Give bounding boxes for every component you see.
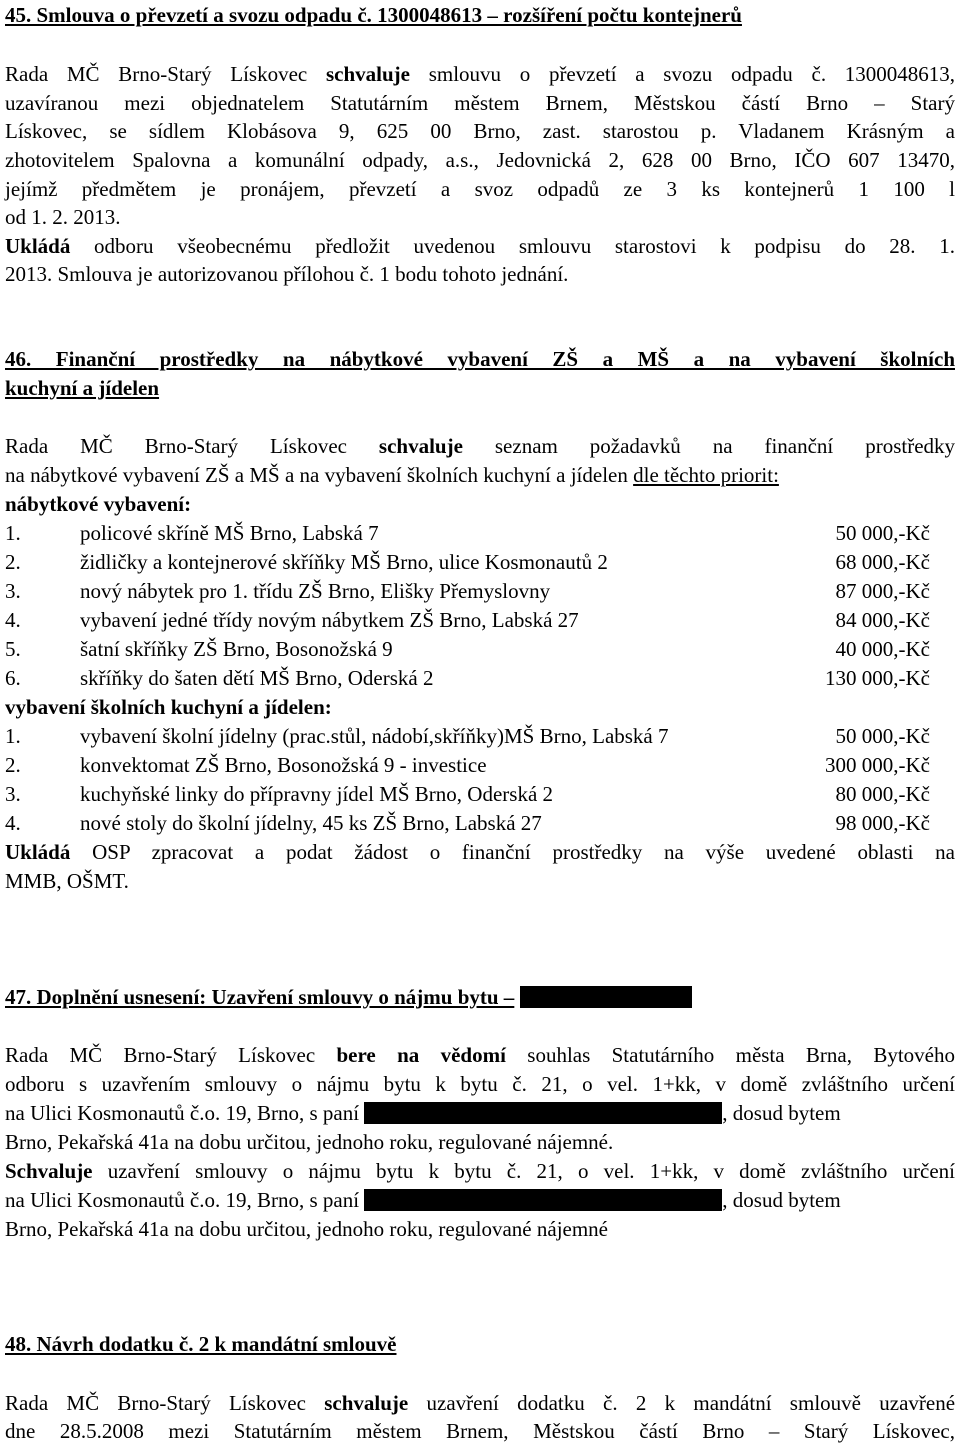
section-46-heading-cont: kuchyní a jídelen bbox=[5, 376, 160, 400]
item-amount: 80 000,-Kč bbox=[835, 782, 930, 806]
s46-uklada-line-2: MMB, OŠMT. bbox=[5, 869, 129, 893]
list-item bbox=[5, 549, 955, 575]
list-item bbox=[5, 665, 955, 691]
item-text: nové stoly do školní jídelny, 45 ks ZŠ Brno, Labská 27 bbox=[80, 811, 542, 835]
item-number: 3. bbox=[5, 579, 21, 603]
text: smlouvu o převzetí a svozu odpadu č. 1300048613, bbox=[428, 62, 956, 86]
list-item bbox=[5, 723, 955, 749]
keyword-schvaluje: schvaluje bbox=[378, 434, 463, 458]
s47-line-2: odboru s uzavřením smlouvy o nájmu bytu k bytu č. 21, o vel. 1+kk, v domě zvláštního určení bbox=[5, 1072, 955, 1096]
text: na Ulici Kosmonautů č.o. 19, Brno, s paní bbox=[5, 1101, 360, 1125]
text: , dosud bytem bbox=[722, 1101, 841, 1125]
keyword-bere-na-vedomi: bere na vědomí bbox=[336, 1043, 506, 1067]
item-number: 1. bbox=[5, 521, 21, 545]
text: , dosud bytem bbox=[722, 1188, 841, 1212]
keyword-uklada: Ukládá bbox=[5, 840, 71, 864]
s47-line-1 bbox=[5, 1042, 955, 1068]
item-amount: 68 000,-Kč bbox=[835, 550, 930, 574]
s46-para-line-2 bbox=[5, 462, 955, 488]
item-amount: 50 000,-Kč bbox=[835, 521, 930, 545]
item-amount: 84 000,-Kč bbox=[835, 608, 930, 632]
list-item bbox=[5, 752, 955, 778]
s45-line-4: zhotovitelem Spalovna a komunální odpady, a.s., Jedovnická 2, 628 00 Brno, IČO 607 13470, bbox=[5, 148, 955, 172]
item-amount: 50 000,-Kč bbox=[835, 724, 930, 748]
heading-text: 47. Doplnění usnesení: Uzavření smlouvy o nájmu bytu – bbox=[5, 985, 515, 1009]
section-47-heading bbox=[5, 984, 955, 1010]
item-amount: 98 000,-Kč bbox=[835, 811, 930, 835]
text: odboru všeobecnému předložit uvedenou smlouvu starostovi k podpisu do 28. 1. bbox=[94, 234, 955, 258]
section-46-heading: 46. Finanční prostředky na nábytkové vybavení ZŠ a MŠ a na vybavení školních bbox=[5, 347, 955, 371]
s47-line-4: Brno, Pekařská 41a na dobu určitou, jednoho roku, regulované nájemné. bbox=[5, 1130, 614, 1154]
text: souhlas Statutárního města Brna, Bytového bbox=[527, 1043, 956, 1067]
item-number: 3. bbox=[5, 782, 21, 806]
s48-line-2: dne 28.5.2008 mezi Statutárním městem Brnem, Městskou částí Brno – Starý Lískovec, bbox=[5, 1419, 955, 1443]
s47-line-5 bbox=[5, 1158, 955, 1184]
text: Rada MČ Brno-Starý Lískovec bbox=[5, 1391, 306, 1415]
item-number: 6. bbox=[5, 666, 21, 690]
s46-para-line-1 bbox=[5, 433, 955, 459]
s45-line-2: uzavíranou mezi objednatelem Statutárním městem Brnem, Městskou částí Brno – Starý bbox=[5, 91, 955, 115]
redaction-bar bbox=[364, 1189, 722, 1211]
furniture-subheading: nábytkové vybavení: bbox=[5, 492, 192, 516]
text: seznam požadavků na finanční prostředky bbox=[494, 434, 956, 458]
text: Rada MČ Brno-Starý Lískovec bbox=[5, 62, 308, 86]
item-amount: 40 000,-Kč bbox=[835, 637, 930, 661]
redaction-bar bbox=[364, 1102, 722, 1124]
keyword-schvaluje: Schvaluje bbox=[5, 1159, 93, 1183]
item-amount: 300 000,-Kč bbox=[825, 753, 930, 777]
section-45-heading: 45. Smlouva o převzetí a svozu odpadu č. 1300048613 – rozšíření počtu kontejnerů bbox=[5, 3, 742, 27]
item-text: vybavení školní jídelny (prac.stůl, nádobí,skříňky)MŠ Brno, Labská 7 bbox=[80, 724, 669, 748]
keyword-schvaluje: schvaluje bbox=[325, 62, 410, 86]
item-text: policové skříně MŠ Brno, Labská 7 bbox=[80, 521, 379, 545]
list-item bbox=[5, 578, 955, 604]
item-number: 1. bbox=[5, 724, 21, 748]
s45-line-1 bbox=[5, 61, 955, 87]
item-text: židličky a kontejnerové skříňky MŠ Brno, ulice Kosmonautů 2 bbox=[80, 550, 608, 574]
keyword-schvaluje: schvaluje bbox=[324, 1391, 409, 1415]
item-number: 2. bbox=[5, 753, 21, 777]
item-text: nový nábytek pro 1. třídu ZŠ Brno, Elišky Přemyslovny bbox=[80, 579, 551, 603]
item-number: 5. bbox=[5, 637, 21, 661]
s45-line-7 bbox=[5, 233, 955, 259]
keyword-uklada: Ukládá bbox=[5, 234, 71, 258]
text: uzavření smlouvy o nájmu bytu k bytu č. 21, o vel. 1+kk, v domě zvláštního určení bbox=[107, 1159, 955, 1183]
s47-line-6 bbox=[5, 1187, 955, 1213]
text: na nábytkové vybavení ZŠ a MŠ a na vybavení školních kuchyní a jídelen bbox=[5, 463, 628, 487]
s46-uklada-line-1 bbox=[5, 839, 955, 865]
kitchen-subheading: vybavení školních kuchyní a jídelen: bbox=[5, 695, 332, 719]
item-amount: 87 000,-Kč bbox=[835, 579, 930, 603]
s45-line-3: Lískovec, se sídlem Klobásova 9, 625 00 Brno, zast. starostou p. Vladanem Krásným a bbox=[5, 119, 955, 143]
text: OSP zpracovat a podat žádost o finanční prostředky na výše uvedené oblasti na bbox=[92, 840, 955, 864]
list-item bbox=[5, 636, 955, 662]
item-text: kuchyňské linky do přípravny jídel MŠ Brno, Oderská 2 bbox=[80, 782, 554, 806]
redaction-bar bbox=[520, 986, 692, 1008]
list-item bbox=[5, 781, 955, 807]
item-text: vybavení jedné třídy novým nábytkem ZŠ Brno, Labská 27 bbox=[80, 608, 579, 632]
s45-line-6: od 1. 2. 2013. bbox=[5, 205, 121, 229]
item-number: 4. bbox=[5, 811, 21, 835]
section-48-heading: 48. Návrh dodatku č. 2 k mandátní smlouvě bbox=[5, 1332, 397, 1356]
s45-line-5: jejímž předmětem je pronájem, převzetí a svoz odpadů ze 3 ks kontejnerů 1 100 l bbox=[5, 177, 955, 201]
text: Rada MČ Brno-Starý Lískovec bbox=[5, 434, 347, 458]
priority-label: dle těchto priorit: bbox=[633, 463, 779, 487]
text: Rada MČ Brno-Starý Lískovec bbox=[5, 1043, 316, 1067]
item-text: skříňky do šaten dětí MŠ Brno, Oderská 2 bbox=[80, 666, 434, 690]
list-item bbox=[5, 810, 955, 836]
item-amount: 130 000,-Kč bbox=[825, 666, 930, 690]
s45-line-8: 2013. Smlouva je autorizovanou přílohou č. 1 bodu tohoto jednání. bbox=[5, 262, 569, 286]
s47-line-7: Brno, Pekařská 41a na dobu určitou, jednoho roku, regulované nájemné bbox=[5, 1217, 609, 1241]
s47-line-3 bbox=[5, 1100, 955, 1126]
item-text: konvektomat ZŠ Brno, Bosonožská 9 - investice bbox=[80, 753, 487, 777]
text: uzavření dodatku č. 2 k mandátní smlouvě uzavřené bbox=[426, 1391, 956, 1415]
s48-line-1 bbox=[5, 1390, 955, 1416]
item-number: 4. bbox=[5, 608, 21, 632]
item-number: 2. bbox=[5, 550, 21, 574]
item-text: šatní skříňky ZŠ Brno, Bosonožská 9 bbox=[80, 637, 393, 661]
list-item bbox=[5, 520, 955, 546]
list-item bbox=[5, 607, 955, 633]
text: na Ulici Kosmonautů č.o. 19, Brno, s paní bbox=[5, 1188, 360, 1212]
